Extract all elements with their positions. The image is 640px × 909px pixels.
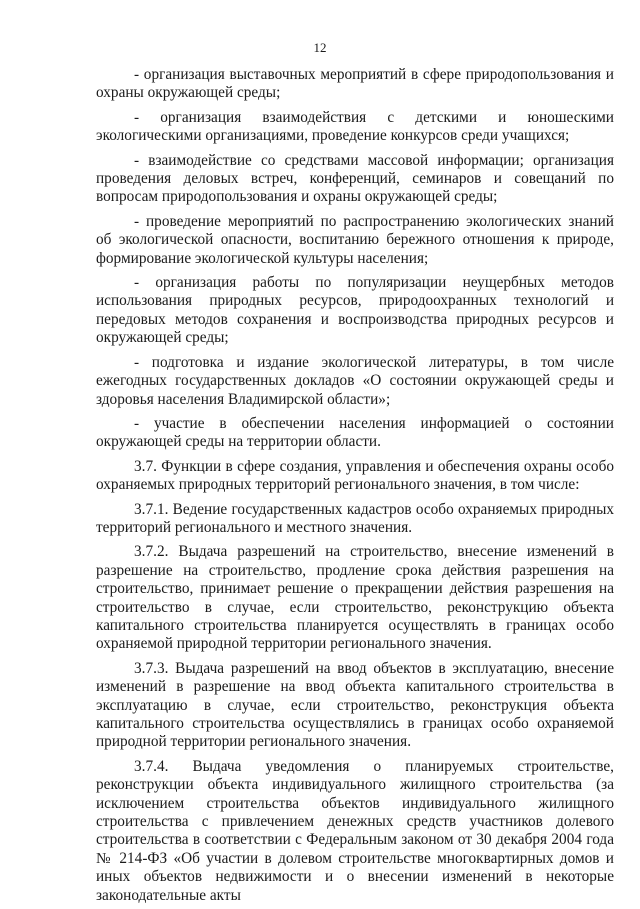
- paragraph-popularization-methods: - организация работы по популяризации неущербных методов использования природных ресурсов, природоохранных технологий и передовых методов сохранения и воспроизводства природных ресурсов и окружающей среды;: [96, 274, 614, 347]
- paragraph-exhibition-events: - организация выставочных мероприятий в сфере природопользования и охраны окружающей среды;: [96, 66, 614, 102]
- paragraph-mass-media: - взаимодействие со средствами массовой информации; организация проведения деловых встреч, конференций, семинаров и совещаний по вопросам природопользования и охраны окружающей среды;: [96, 151, 614, 206]
- document-body: [96, 66, 614, 909]
- section-3-7: 3.7. Функции в сфере создания, управления и обеспечения охраны особо охраняемых природных территорий регионального значения, в том числе:: [96, 457, 614, 494]
- section-3-7-4: 3.7.4. Выдача уведомления о планируемых строительстве, реконструкции объекта индивидуального жилищного строительства (за исключением строительства объектов индивидуального жилищного строительства с привлечением денежных средств участников долевого строительства в соответствии с Федеральным законом от 30 декабря 2004 года № 214-ФЗ «Об участии в долевом строительстве многоквартирных домов и иных объектов недвижимости и о внесении изменений в некоторые законодательные акты: [96, 757, 614, 904]
- section-3-7-3: 3.7.3. Выдача разрешений на ввод объектов в эксплуатацию, внесение изменений в разрешение на ввод объекта капитального строительства в эксплуатацию в случае, если строительство, реконструкция объекта капитального строительства осуществлялись в границах особо охраняемой природной территории регионального значения.: [96, 659, 614, 751]
- paragraph-youth-organizations: - организация взаимодействия с детскими и юношескими экологическими организациями, проведение конкурсов среди учащихся;: [96, 108, 614, 145]
- section-3-7-1: 3.7.1. Ведение государственных кадастров особо охраняемых природных территорий регионального и местного значения.: [96, 500, 614, 536]
- page-number: 12: [313, 40, 327, 55]
- paragraph-public-information: - участие в обеспечении населения информацией о состоянии окружающей среды на территории области.: [96, 414, 614, 451]
- paragraph-ecological-literature: - подготовка и издание экологической литературы, в том числе ежегодных государственных докладов «О состоянии окружающей среды и здоровья населения Владимирской области»;: [96, 353, 614, 408]
- section-3-7-2: 3.7.2. Выдача разрешений на строительство, внесение изменений в разрешение на строительство, продление срока действия разрешения на строительство, принимает решение о прекращении действия разрешения на строительство в случае, если строительство, реконструкцию объекта капитального строительства планируется осуществлять в границах особо охраняемой природной территории регионального значения.: [96, 543, 614, 653]
- paragraph-ecological-knowledge: - проведение мероприятий по распространению экологических знаний об экологической опасности, воспитанию бережного отношения к природе, формирование экологической культуры населения;: [96, 212, 614, 267]
